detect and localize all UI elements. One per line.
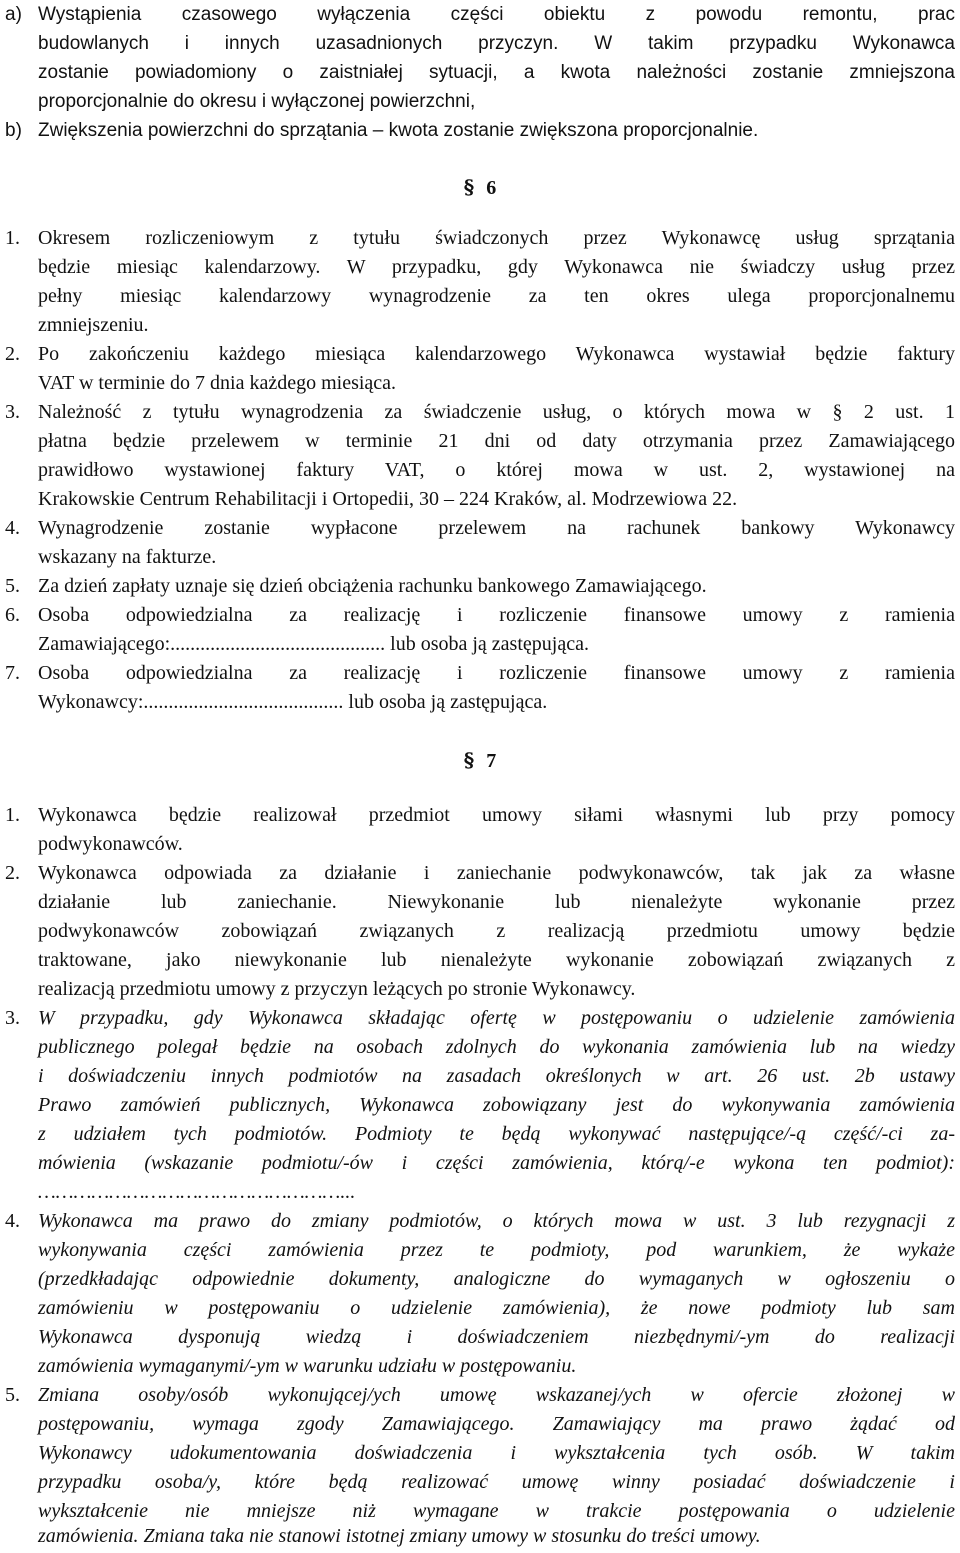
list-item-line bbox=[0, 688, 960, 717]
list-item bbox=[0, 601, 960, 630]
list-item-line bbox=[0, 543, 960, 572]
item-text-line: Wykonawcy:........................................ lub osoba ją zastępująca. bbox=[38, 691, 548, 713]
list-item-line bbox=[0, 1265, 960, 1294]
item-text-line: postępowaniu, wymaga zgody Zamawiającego. Zamawiający ma prawo żądać od bbox=[38, 1413, 955, 1435]
list-item-line bbox=[0, 917, 960, 946]
list-item-line bbox=[0, 1468, 960, 1497]
list-item-line bbox=[0, 830, 960, 859]
list-item bbox=[0, 1207, 960, 1236]
item-text-line: Osoba odpowiedzialna za realizację i rozliczenie finansowe umowy z ramienia bbox=[38, 662, 955, 684]
item-marker: 2. bbox=[5, 343, 20, 365]
list-item-line bbox=[0, 282, 960, 311]
list-item bbox=[0, 801, 960, 830]
list-item-line bbox=[0, 1062, 960, 1091]
item-text-line: proporcjonalnie do okresu i wyłączonej powierzchni, bbox=[38, 91, 476, 112]
item-text-line: traktowane, jako niewykonanie lub nienależyte wykonanie zobowiązań związanych z bbox=[38, 949, 955, 971]
item-marker: a) bbox=[5, 4, 22, 25]
list-item-line bbox=[0, 1149, 960, 1178]
list-item-line bbox=[0, 888, 960, 917]
list-item-line bbox=[0, 946, 960, 975]
item-text-line: podwykonawców. bbox=[38, 833, 183, 855]
item-text-line: budowlanych i innych uzasadnionych przyczyn. W takim przypadku Wykonawca bbox=[38, 33, 955, 54]
item-text-line: przypadku osoba/y, które będą realizować umowę winny posiadać doświadczenie i bbox=[38, 1471, 955, 1493]
section-heading-7 bbox=[0, 745, 960, 775]
list-item bbox=[0, 659, 960, 688]
item-text-line: W przypadku, gdy Wykonawca składając ofertę w postępowaniu o udzielenie zamówienia bbox=[38, 1007, 955, 1029]
item-marker: 4. bbox=[5, 1210, 20, 1232]
section-symbol: § bbox=[463, 748, 475, 772]
list-item-line bbox=[0, 58, 960, 87]
item-text-line: Wynagrodzenie zostanie wypłacone przelewem na rachunek bankowy Wykonawcy bbox=[38, 517, 955, 539]
item-text-line: Zwiększenia powierzchni do sprzątania – kwota zostanie zwiększona proporcjonalnie. bbox=[38, 120, 759, 141]
list-item bbox=[0, 340, 960, 369]
item-text-line: Wykonawcy udokumentowania doświadczenia i wykształcenia tych osób. W takim bbox=[38, 1442, 955, 1464]
list-item-line bbox=[0, 485, 960, 514]
item-text-line: publicznego polegał będzie na osobach zdolnych do wykonania zamówienia lub na wiedzy bbox=[38, 1036, 955, 1058]
item-text-line: i doświadczeniu innych podmiotów na zasadach określonych w art. 26 ust. 2b ustawy bbox=[38, 1065, 955, 1087]
item-text-line: Zamawiającego:........................................... lub osoba ją zastępująca. bbox=[38, 633, 589, 655]
list-item bbox=[0, 572, 960, 601]
list-item-line bbox=[0, 1120, 960, 1149]
list-item-line bbox=[0, 1236, 960, 1265]
item-marker: 3. bbox=[5, 401, 20, 423]
list-item-line bbox=[0, 630, 960, 659]
list-item-line bbox=[0, 1294, 960, 1323]
item-text-line: podwykonawców zobowiązań związanych z realizacją przedmiotu umowy będzie bbox=[38, 920, 955, 942]
list-item-line bbox=[0, 1522, 960, 1551]
item-marker: 7. bbox=[5, 662, 20, 684]
item-text-line: Zmiana osoby/osób wykonującej/ych umowę wskazanej/ych w ofercie złożonej w bbox=[38, 1384, 955, 1406]
item-text-line: realizacją przedmiotu umowy z przyczyn leżących po stronie Wykonawcy. bbox=[38, 978, 636, 1000]
item-text-line: pełny miesiąc kalendarzowy wynagrodzenie za ten okres ulega proporcjonalnemu bbox=[38, 285, 955, 307]
item-text-line: Za dzień zapłaty uznaje się dzień obciążenia rachunku bankowego Zamawiającego. bbox=[38, 575, 707, 597]
item-text-line: wykształcenie nie mniejsze niż wymagane w trakcie postępowania o udzielenie bbox=[38, 1500, 955, 1522]
item-marker: 3. bbox=[5, 1007, 20, 1029]
item-text-line: zamówienia wymaganymi/-ym w warunku udziału w postępowaniu. bbox=[38, 1355, 577, 1377]
list-item-line bbox=[0, 311, 960, 340]
item-text-line: zmniejszeniu. bbox=[38, 314, 149, 336]
list-item-line bbox=[0, 369, 960, 398]
item-marker: b) bbox=[5, 120, 22, 141]
item-marker: 1. bbox=[5, 804, 20, 826]
item-text-line: Wykonawca będzie realizował przedmiot umowy siłami własnymi lub przy pomocy bbox=[38, 804, 955, 826]
item-marker: 6. bbox=[5, 604, 20, 626]
item-text-line: Krakowskie Centrum Rehabilitacji i Ortopedii, 30 – 224 Kraków, al. Modrzewiowa 22. bbox=[38, 488, 738, 510]
list-item-line bbox=[0, 975, 960, 1004]
section-symbol: § bbox=[463, 175, 475, 199]
list-item-line bbox=[0, 87, 960, 116]
item-text-line: prawidłowo wystawionej faktury VAT, o której mowa w ust. 2, wystawionej na bbox=[38, 459, 955, 481]
list-item-line bbox=[0, 253, 960, 282]
list-item-line bbox=[0, 1439, 960, 1468]
section-number: 7 bbox=[486, 750, 497, 772]
item-text-line: Należność z tytułu wynagrodzenia za świadczenie usług, o których mowa w § 2 ust. 1 bbox=[38, 401, 955, 423]
item-text-line: Wykonawca odpowiada za działanie i zaniechanie podwykonawców, tak jak za własne bbox=[38, 862, 955, 884]
list-item-line bbox=[0, 1091, 960, 1120]
item-text-line: ……………………………………………... bbox=[38, 1181, 356, 1203]
list-item bbox=[0, 224, 960, 253]
item-text-line: zostanie powiadomiony o zaistniałej sytuacji, a kwota należności zostanie zmniejszona bbox=[38, 62, 955, 83]
section-number: 6 bbox=[486, 177, 497, 199]
item-text-line: Wystąpienia czasowego wyłączenia części obiektu z powodu remontu, prac bbox=[38, 4, 955, 25]
list-item-line bbox=[0, 1323, 960, 1352]
list-item-line bbox=[0, 1178, 960, 1207]
item-text-line: Wykonawca dysponują wiedzą i doświadczeniem niezbędnymi/-ym do realizacji bbox=[38, 1326, 955, 1348]
item-text-line: działanie lub zaniechanie. Niewykonanie lub nienależyte wykonanie przez bbox=[38, 891, 955, 913]
item-text-line: zamówienia. Zmiana taka nie stanowi istotnej zmiany umowy w stosunku do treści umowy. bbox=[38, 1525, 761, 1547]
section-heading-6 bbox=[0, 172, 960, 202]
list-item-line bbox=[0, 1033, 960, 1062]
list-item-line bbox=[0, 29, 960, 58]
item-text-line: (przedkładając odpowiednie dokumenty, analogiczne do wymaganych w ogłoszeniu o bbox=[38, 1268, 955, 1290]
item-marker: 1. bbox=[5, 227, 20, 249]
item-text-line: zamówieniu w postępowaniu o udzielenie zamówienia), że nowe podmioty lub sam bbox=[38, 1297, 955, 1319]
item-text-line: mówienia (wskazanie podmiotu/-ów i części zamówienia, którą/-e wykona ten podmiot): bbox=[38, 1152, 955, 1174]
item-text-line: Osoba odpowiedzialna za realizację i rozliczenie finansowe umowy z ramienia bbox=[38, 604, 955, 626]
item-text-line: Prawo zamówień publicznych, Wykonawca zobowiązany jest do wykonywania zamówienia bbox=[38, 1094, 955, 1116]
item-marker: 5. bbox=[5, 575, 20, 597]
item-text-line: Okresem rozliczeniowym z tytułu świadczonych przez Wykonawcę usług sprzątania bbox=[38, 227, 955, 249]
item-text-line: będzie miesiąc kalendarzowy. W przypadku, gdy Wykonawca nie świadczy usług przez bbox=[38, 256, 955, 278]
list-item bbox=[0, 514, 960, 543]
list-item-line bbox=[0, 1352, 960, 1381]
item-text-line: Wykonawca ma prawo do zmiany podmiotów, o których mowa w ust. 3 lub rezygnacji z bbox=[38, 1210, 955, 1232]
list-item bbox=[0, 859, 960, 888]
list-item bbox=[0, 1381, 960, 1410]
list-item-line bbox=[0, 456, 960, 485]
list-item-line bbox=[0, 427, 960, 456]
item-marker: 4. bbox=[5, 517, 20, 539]
item-text-line: VAT w terminie do 7 dnia każdego miesiąca. bbox=[38, 372, 397, 394]
list-item bbox=[0, 1004, 960, 1033]
item-text-line: płatna będzie przelewem w terminie 21 dni od daty otrzymania przez Zamawiającego bbox=[38, 430, 955, 452]
item-text-line: z udziałem tych podmiotów. Podmioty te będą wykonywać następujące/-ą część/-ci za- bbox=[38, 1123, 955, 1145]
list-item bbox=[0, 0, 960, 29]
list-item bbox=[0, 116, 960, 145]
list-item bbox=[0, 398, 960, 427]
item-text-line: wykonywania części zamówienia przez te podmioty, pod warunkiem, że wykaże bbox=[38, 1239, 955, 1261]
item-text-line: Po zakończeniu każdego miesiąca kalendarzowego Wykonawca wystawiał będzie faktury bbox=[38, 343, 955, 365]
list-item-line bbox=[0, 1410, 960, 1439]
item-marker: 2. bbox=[5, 862, 20, 884]
item-text-line: wskazany na fakturze. bbox=[38, 546, 217, 568]
item-marker: 5. bbox=[5, 1384, 20, 1406]
